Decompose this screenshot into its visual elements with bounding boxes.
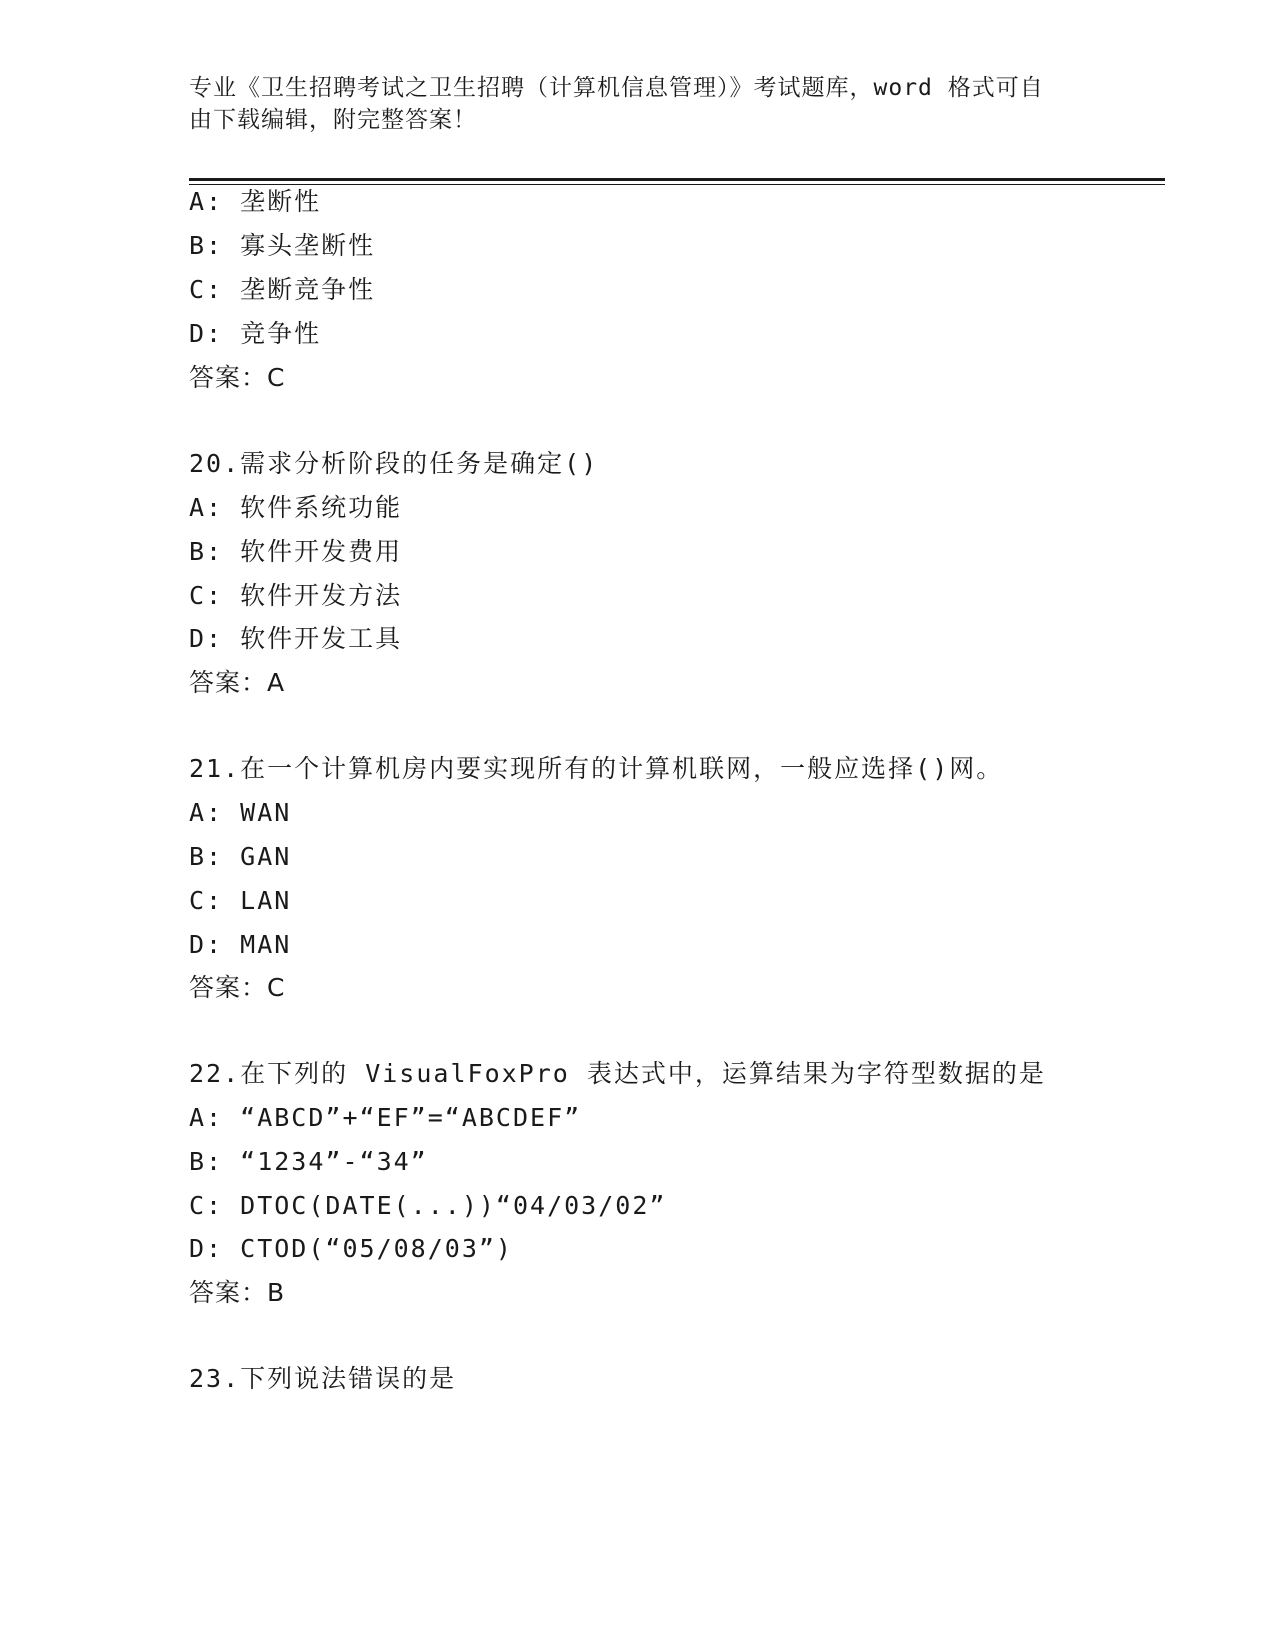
document-header: [189, 72, 1089, 136]
q22-option-b: B: “1234”-“34”: [189, 1147, 428, 1176]
header-line-2: 由下载编辑，附完整答案！: [189, 107, 477, 133]
q22-stem: 22.在下列的 VisualFoxPro 表达式中，运算结果为字符型数据的是: [189, 1059, 1046, 1088]
q22-option-a: A: “ABCD”+“EF”=“ABCDEF”: [189, 1103, 582, 1132]
q21-option-c: C: LAN: [189, 886, 292, 915]
q19-option-b: B: 寡头垄断性: [189, 231, 376, 260]
q20-option-c: C: 软件开发方法: [189, 581, 403, 610]
q20-stem: 20.需求分析阶段的任务是确定(): [189, 449, 599, 478]
q22-option-d: D: CTOD(“05/08/03”): [189, 1234, 513, 1263]
header-divider-thin: [189, 184, 1165, 185]
header-line-1: 专业《卫生招聘考试之卫生招聘（计算机信息管理）》考试题库，word 格式可自: [189, 75, 1044, 101]
q20-option-b: B: 软件开发费用: [189, 537, 403, 566]
q21-option-b: B: GAN: [189, 842, 292, 871]
q21-option-a: A: WAN: [189, 798, 292, 827]
q20-answer: 答案：A: [189, 668, 286, 697]
q19-option-c: C: 垄断竞争性: [189, 275, 376, 304]
q22-answer: 答案：B: [189, 1278, 286, 1307]
q19-option-a: A: 垄断性: [189, 187, 322, 216]
q20-option-a: A: 软件系统功能: [189, 493, 403, 522]
q21-stem: 21.在一个计算机房内要实现所有的计算机联网，一般应选择()网。: [189, 754, 1004, 783]
q19-answer: 答案：C: [189, 363, 286, 392]
header-divider-thick: [189, 178, 1165, 181]
q22-option-c: C: DTOC(DATE(...))“04/03/02”: [189, 1191, 667, 1220]
q23-stem: 23.下列说法错误的是: [189, 1364, 457, 1393]
q21-option-d: D: MAN: [189, 930, 292, 959]
q20-option-d: D: 软件开发工具: [189, 624, 403, 653]
q19-option-d: D: 竞争性: [189, 319, 322, 348]
q21-answer: 答案：C: [189, 973, 286, 1002]
